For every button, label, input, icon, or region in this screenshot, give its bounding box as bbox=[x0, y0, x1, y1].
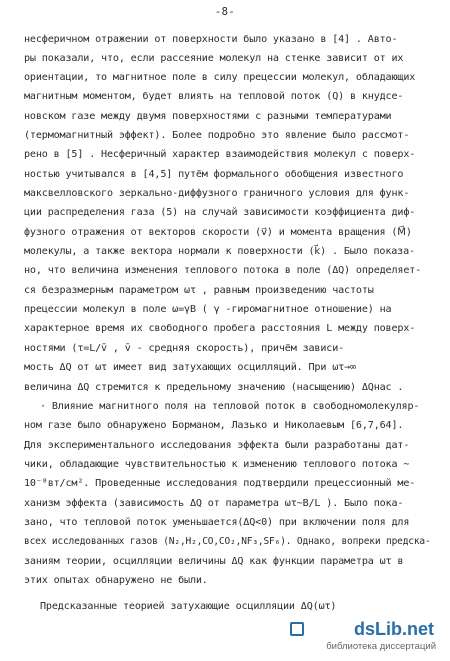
text-line: фузного отражения от векторов скорости (v⃗) и момента вращения (M⃗) bbox=[24, 227, 412, 238]
text-line: величина ΔQ стремится к предельному значению (насыщению) ΔQнас . bbox=[24, 382, 404, 393]
text-line: ханизм эффекта (зависимость ΔQ от параметра ωτ~B/L ). Было пока- bbox=[24, 498, 404, 509]
text-line: зано, что тепловой поток уменьшается(ΔQ<0) при включении поля для bbox=[24, 517, 410, 528]
text-line: ции распределения газа (5) на случай зависимости коэффициента диф- bbox=[24, 207, 416, 218]
text-line: чики, обладающие чувствительностью к изменению теплового потока ~ bbox=[24, 459, 410, 470]
page-number: -8- bbox=[214, 6, 236, 18]
text-line: ры показали, что, если рассеяние молекул на стенке зависит от их bbox=[24, 53, 404, 64]
book-logo-icon bbox=[290, 622, 304, 636]
text-line: ном газе было обнаружено Борманом, Лазько и Николаевым [6,7,64]. bbox=[24, 420, 404, 431]
text-line: прецессии молекул в поле ω=γB ( γ -гиромагнитное отношение) на bbox=[24, 304, 392, 315]
text-line: всех исследованных газов (N₂,H₂,CO,CO₂,NF₃,SF₆). Однако, вопреки предска- bbox=[24, 536, 431, 547]
text-line: новском газе между двумя поверхностями с разными температурами bbox=[24, 111, 392, 122]
text-line: заниям теории, осцилляции величины ΔQ как функции параметра ωτ в bbox=[24, 556, 404, 567]
text-line: ся безразмерным параметром ωτ , равным произведению частоты bbox=[24, 285, 374, 296]
text-line: но, что величина изменения теплового потока в поле (ΔQ) определяет- bbox=[24, 265, 422, 276]
text-line: молекулы, а также вектора нормали к поверхности (k⃗) . Было показа- bbox=[24, 246, 415, 257]
text-line: этих опытах обнаружено не были. bbox=[24, 575, 208, 586]
dslib-watermark[interactable] bbox=[290, 619, 440, 657]
text-line: Предсказанные теорией затухающие осцилляции ΔQ(ωτ) bbox=[40, 601, 337, 612]
text-line: несферичном отражении от поверхности было указано в [4] . Авто- bbox=[24, 34, 398, 45]
text-line: Для экспериментального исследования эффекта были разработаны дат- bbox=[24, 440, 410, 451]
text-line: мость ΔQ от ωτ имеет вид затухающих осцилляций. При ωτ→∞ bbox=[24, 362, 356, 373]
text-line: характерное время их свободного пробега расстояния L между поверх- bbox=[24, 323, 416, 334]
watermark-tagline: библиотека диссертаций bbox=[326, 641, 436, 652]
text-line: ориентации, то магнитное поле в силу прецессии молекул, обладающих bbox=[24, 72, 416, 83]
text-line: магнитным моментом, будет влиять на тепловой поток (Q) в кнудсе- bbox=[24, 91, 404, 102]
text-line: максвелловского зеркально-диффузного граничного условия для функ- bbox=[24, 188, 410, 199]
text-line: ностями (τ=L/v̄ , v̄ - средняя скорость), причём зависи- bbox=[24, 343, 345, 354]
text-line: рено в [5] . Несферичный характер взаимодействия молекул с поверх- bbox=[24, 149, 416, 160]
text-line: 10⁻⁸вт/см². Проведенные исследования подтвердили прецессионный ме- bbox=[24, 478, 416, 489]
text-line: · Влияние магнитного поля на тепловой поток в свободномолекуляр- bbox=[40, 401, 420, 412]
text-line: ностью учитывался в [4,5] путём формального обобщения известного bbox=[24, 169, 404, 180]
text-line: (термомагнитный эффект). Более подробно это явление было рассмот- bbox=[24, 130, 410, 141]
watermark-logo: dsLib.net bbox=[353, 619, 434, 639]
